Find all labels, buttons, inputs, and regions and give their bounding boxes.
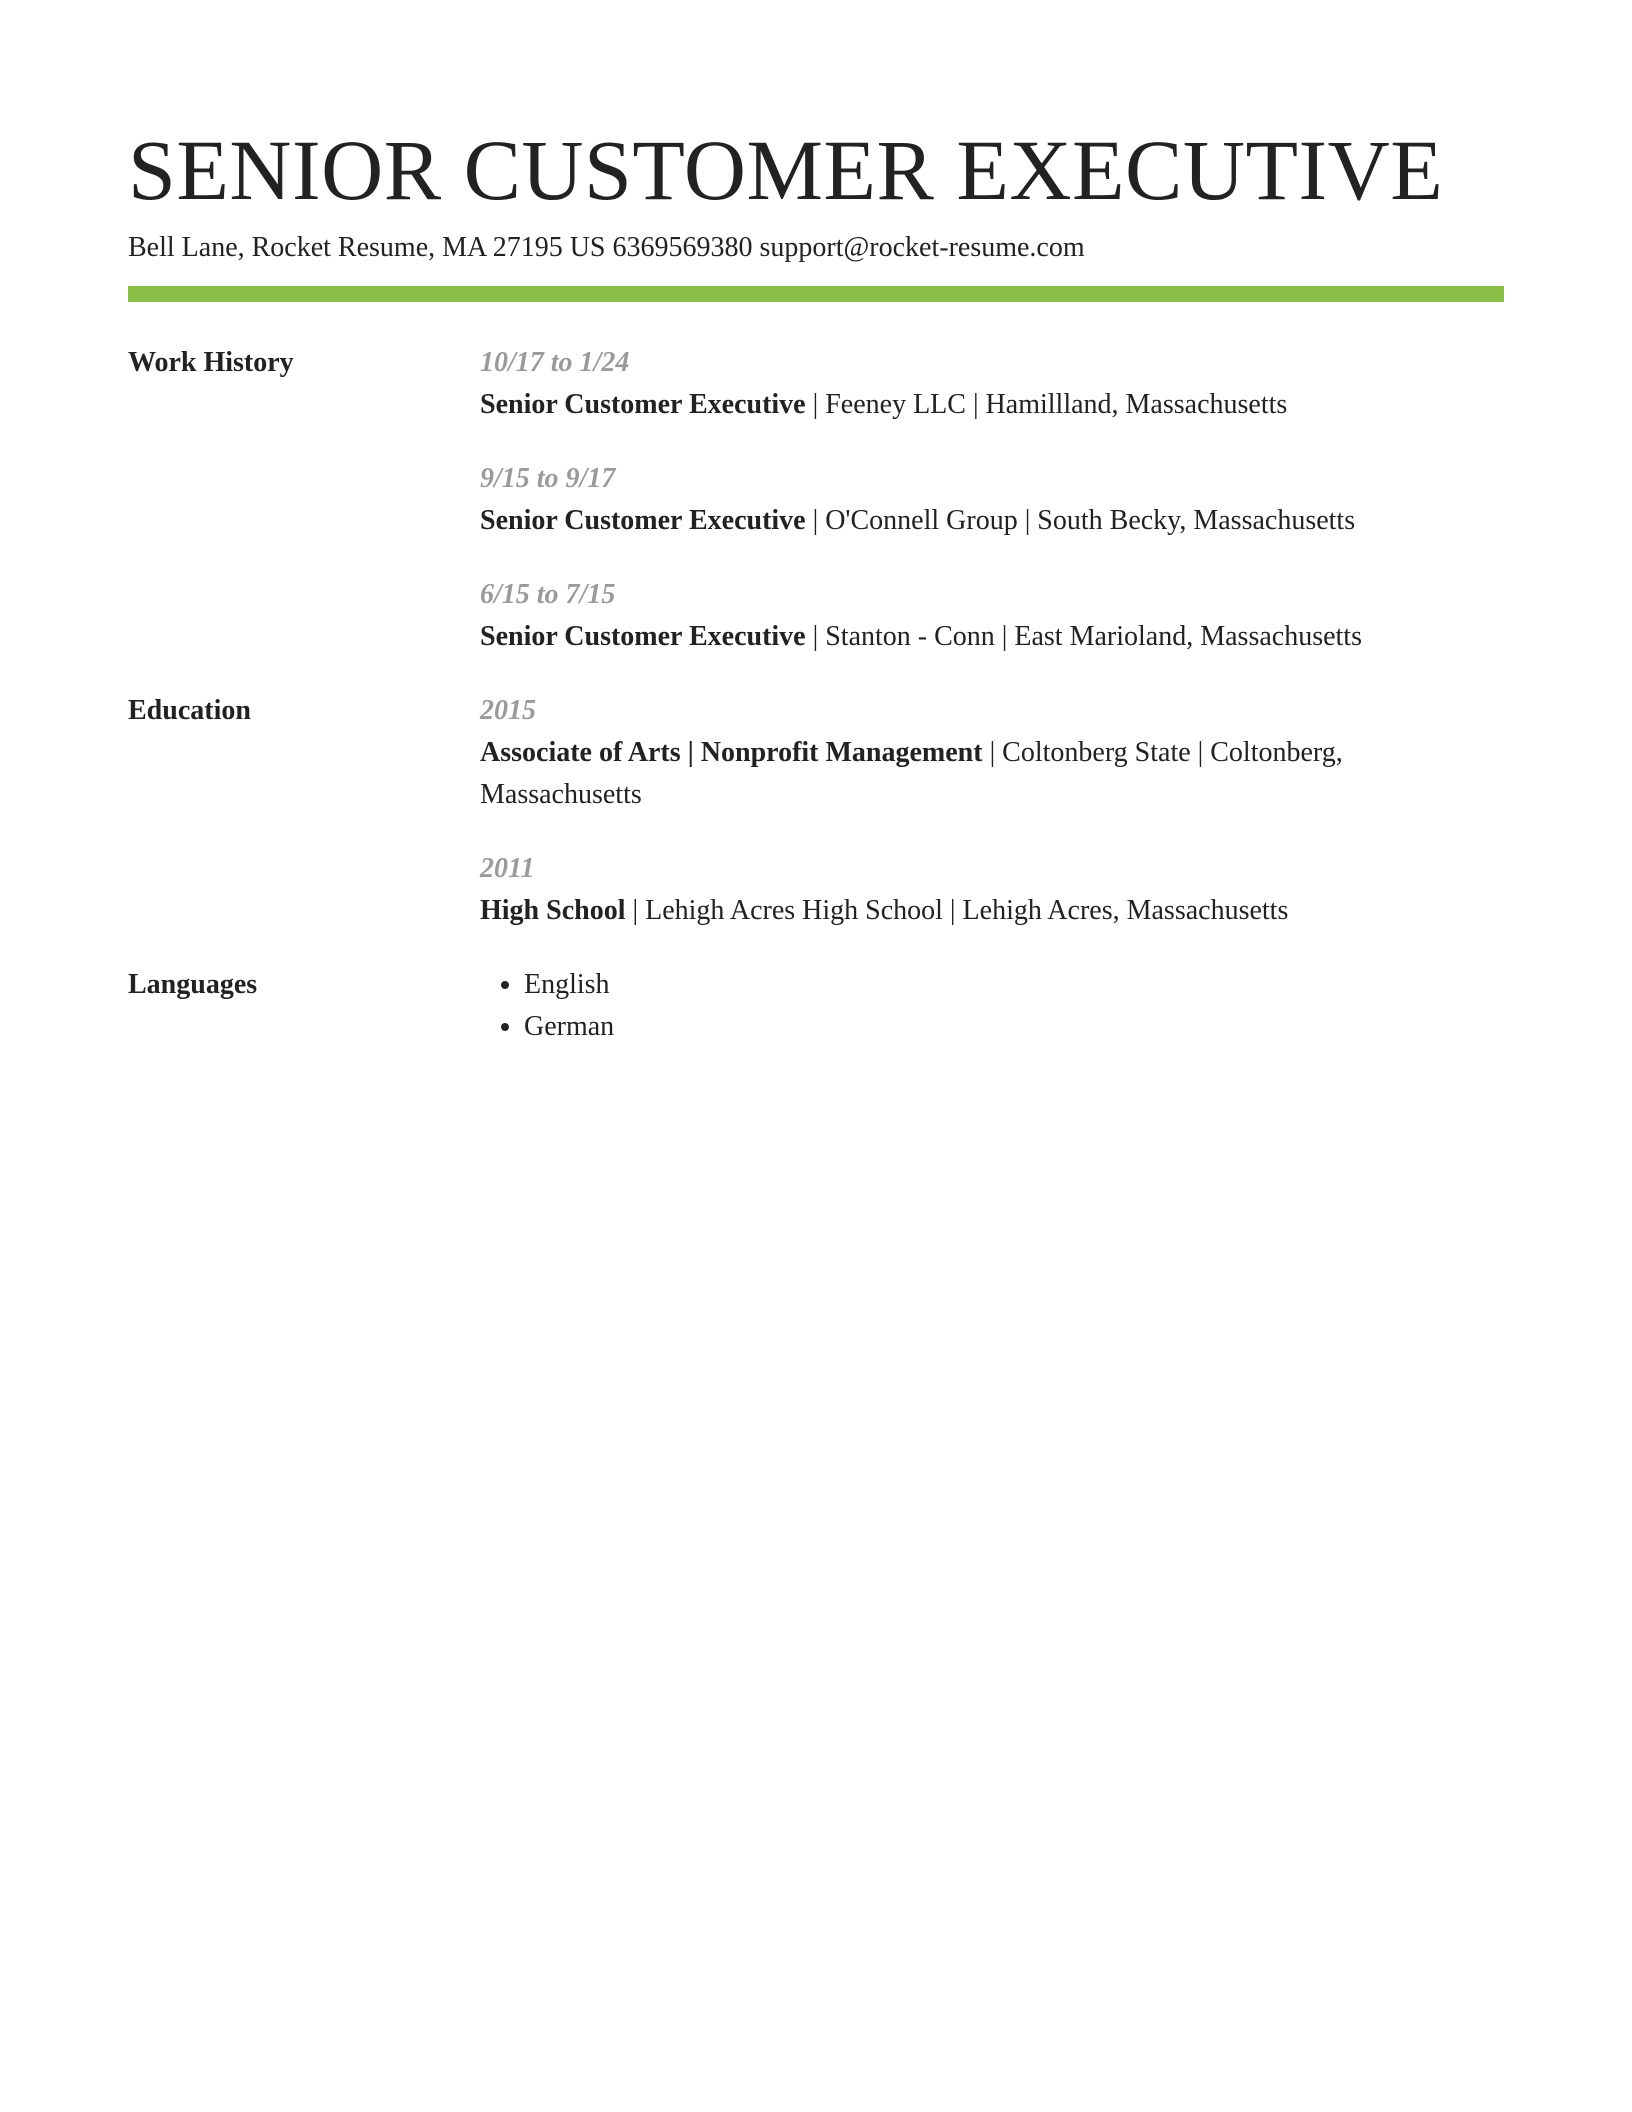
- accent-divider: [128, 286, 1504, 302]
- work-entry-date: 10/17 to 1/24: [480, 347, 630, 378]
- work-entry-role: Senior Customer Executive: [480, 505, 806, 536]
- education-entries: [480, 690, 1504, 964]
- resume-title: SENIOR CUSTOMER EXECUTIVE: [128, 122, 1444, 218]
- language-item: • German: [524, 1006, 1504, 1048]
- education-entry-date: 2015: [480, 695, 536, 726]
- resume-sections: [128, 342, 1504, 1048]
- education-entry-degree: Associate of Arts | Nonprofit Management: [480, 737, 983, 768]
- education-entry: [480, 848, 1504, 932]
- education-entry: [480, 690, 1504, 816]
- work-entry: [480, 342, 1504, 426]
- education-entry-degree: High School: [480, 895, 626, 926]
- work-entry-date: 6/15 to 7/15: [480, 579, 616, 610]
- work-entry: [480, 574, 1504, 658]
- contact-line: Bell Lane, Rocket Resume, MA 27195 US 6369569380 support@rocket-resume.com: [128, 232, 1085, 263]
- work-entry-role: Senior Customer Executive: [480, 389, 806, 420]
- work-entry-details: | Stanton - Conn | East Marioland, Massachusetts: [805, 621, 1362, 652]
- work-entry-line: [480, 616, 1504, 658]
- work-entry-details: | Feeney LLC | Hamillland, Massachusetts: [805, 389, 1288, 420]
- languages-list-wrap: [480, 964, 1504, 1048]
- work-entry-line: [480, 384, 1504, 426]
- languages-heading: Languages: [128, 969, 258, 1000]
- education-heading: Education: [128, 695, 251, 726]
- education-entry-details: | Coltonberg State | Coltonberg, Massachusetts: [480, 737, 1343, 810]
- education-entry-line: [480, 732, 1504, 816]
- work-history-section: [128, 342, 1504, 690]
- work-entry-role: Senior Customer Executive: [480, 621, 806, 652]
- work-history-heading: Work History: [128, 347, 294, 378]
- education-entry-details: | Lehigh Acres High School | Lehigh Acres, Massachusetts: [625, 895, 1289, 926]
- work-entry: [480, 458, 1504, 542]
- languages-section: [128, 964, 1504, 1048]
- work-history-entries: [480, 342, 1504, 690]
- work-entry-date: 9/15 to 9/17: [480, 463, 616, 494]
- language-item: • English: [524, 964, 1504, 1006]
- education-entry-line: [480, 890, 1504, 932]
- education-entry-date: 2011: [480, 853, 535, 884]
- work-entry-line: [480, 500, 1504, 542]
- education-section: [128, 690, 1504, 964]
- work-entry-details: | O'Connell Group | South Becky, Massachusetts: [805, 505, 1356, 536]
- languages-list: [480, 964, 1504, 1048]
